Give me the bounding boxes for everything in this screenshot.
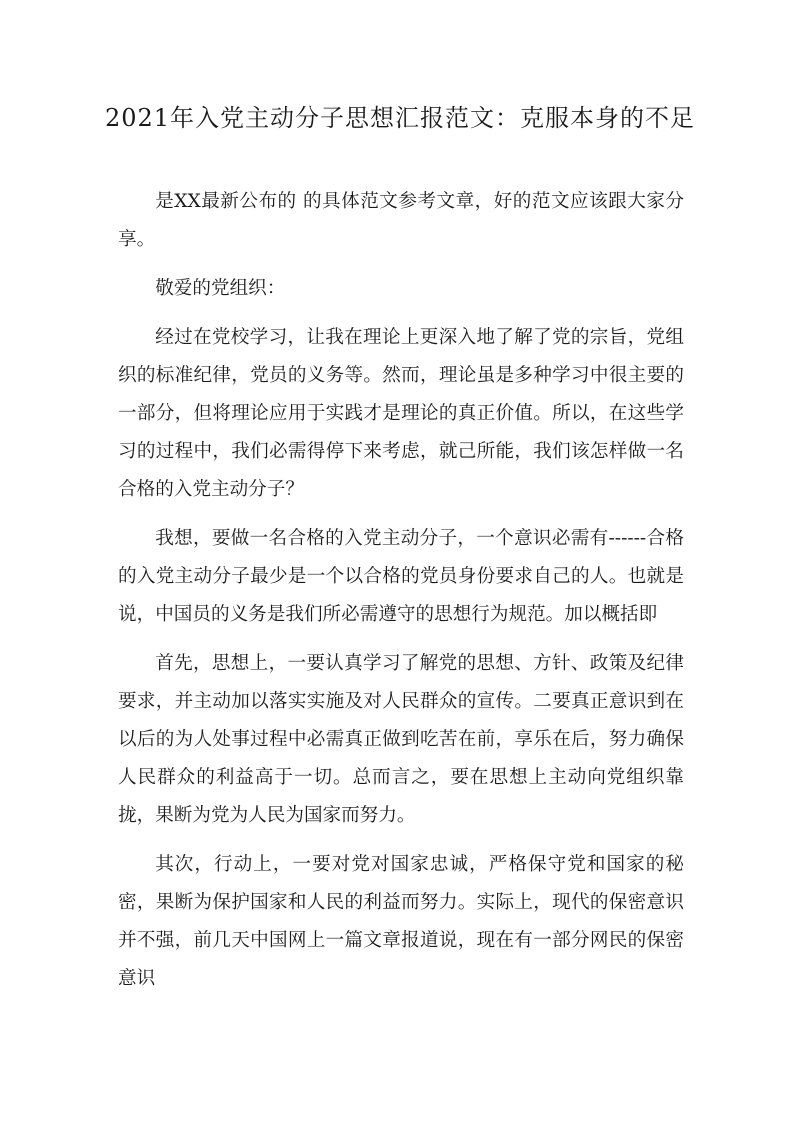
- document-body: [118, 183, 684, 1009]
- intro-paragraph: 是XX最新公布的 的具体范文参考文章，好的范文应该跟大家分享。: [118, 191, 684, 250]
- salutation: 敬爱的党组织：: [155, 278, 286, 299]
- document-title: 2021年入党主动分子思想汇报范文：克服本身的不足: [104, 104, 696, 132]
- body-paragraph: 我想，要做一名合格的入党主动分子，一个意识必需有------合格的入党主动分子最少是一个以合格的党员身份要求自己的人。也就是说，中国员的义务是我们所必需遵守的思想行为规范。加以概括即: [118, 528, 684, 625]
- body-paragraph: 经过在党校学习，让我在理论上更深入地了解了党的宗旨，党组织的标准纪律，党员的义务等。然而，理论虽是多种学习中很主要的一部分，但将理论应用于实践才是理论的真正价值。所以，在这些学习的过程中，我们必需得停下来考虑，就己所能，我们该怎样做一名合格的入党主动分子？: [118, 327, 684, 500]
- body-paragraph: 首先，思想上，一要认真学习了解党的思想、方针、政策及纪律要求，并主动加以落实实施及对人民群众的宣传。二要真正意识到在以后的为人处事过程中必需真正做到吃苦在前，享乐在后，努力确保人民群众的利益高于一切。总而言之，要在思想上主动向党组织靠拢，果断为党为人民为国家而努力。: [118, 653, 684, 826]
- body-paragraph: 其次，行动上，一要对党对国家忠诚，严格保守党和国家的秘密，果断为保护国家和人民的利益而努力。实际上，现代的保密意识并不强，前几天中国网上一篇文章报道说，现在有一部分网民的保密意识: [118, 854, 684, 989]
